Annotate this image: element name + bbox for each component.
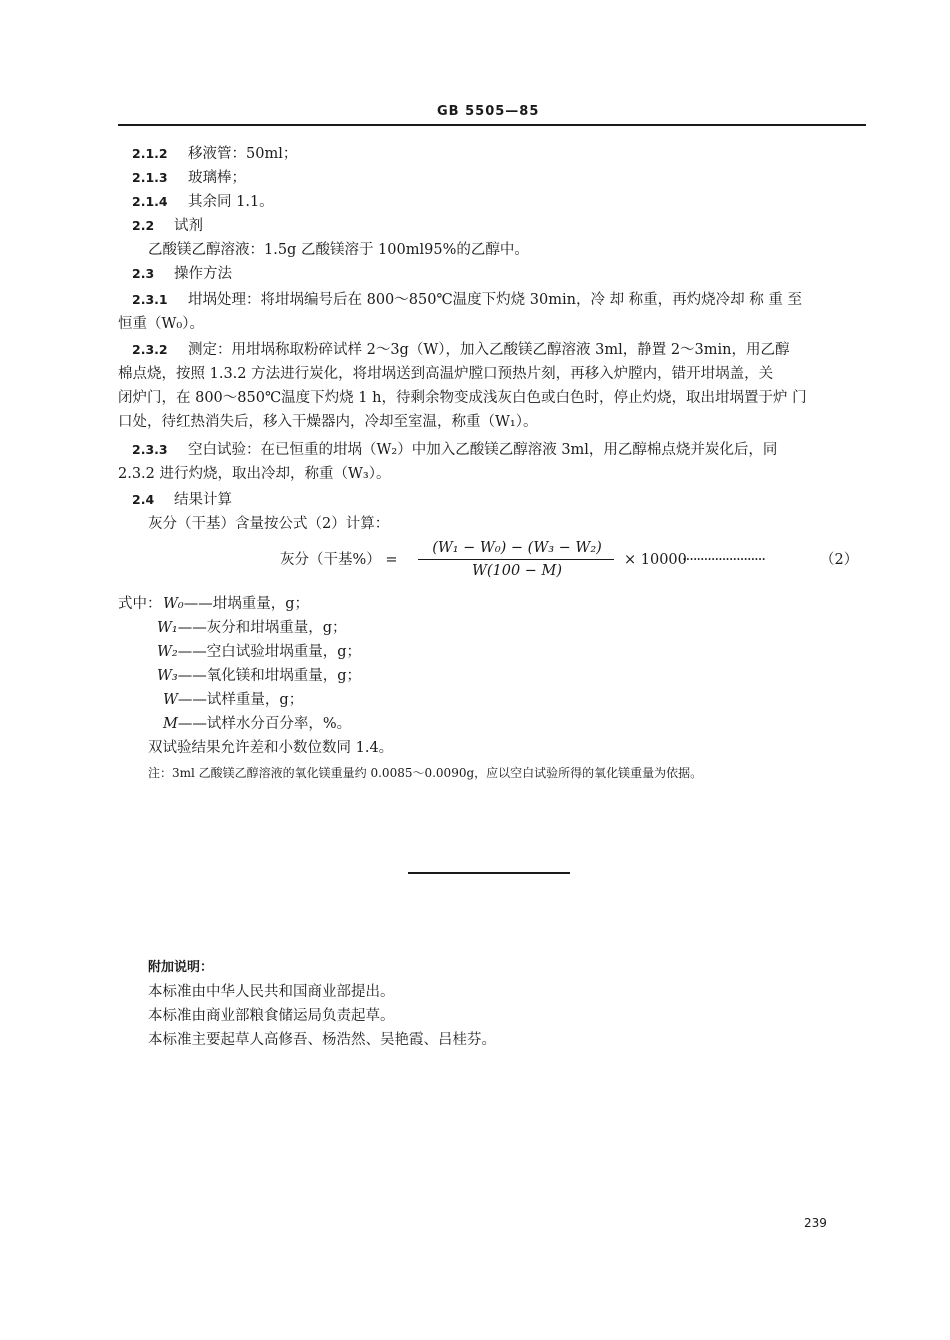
clause-line: 恒重（W₀）。 xyxy=(118,316,204,332)
formula-multiplier: × 10000 xyxy=(624,552,687,568)
clause-line: 口处，待红热消失后，移入干燥器内，冷却至室温，称重（W₁）。 xyxy=(118,414,538,430)
clause-2-3-1 xyxy=(132,290,802,310)
clause-2-3-3 xyxy=(132,440,777,460)
clause-line: 棉点烧，按照 1.3.2 方法进行炭化，将坩埚送到高温炉膛口预热片刻，再移入炉膛内，错开坩埚盖，关 xyxy=(118,366,774,382)
additional-title: 附加说明： xyxy=(148,960,214,975)
clause-number: 2.1.2 xyxy=(132,146,168,161)
definition-desc: ——氧化镁和坩埚重量，g； xyxy=(177,668,361,684)
section-number: 2.4 xyxy=(132,492,155,507)
formula-denominator: W(100 − M) xyxy=(471,563,563,579)
definition-symbol: W₀ xyxy=(163,596,184,612)
definition-item xyxy=(157,642,361,662)
definition-lead: 式中： xyxy=(118,596,162,612)
section-number: 2.3 xyxy=(132,266,155,281)
page-number: 239 xyxy=(804,1216,827,1230)
fraction-bar xyxy=(418,559,614,560)
additional-line: 本标准由商业部粮食储运局负责起草。 xyxy=(148,1008,395,1024)
definition-item xyxy=(163,690,303,710)
definition-symbol: M xyxy=(163,716,178,732)
formula-numerator: (W₁ − W₀) − (W₃ − W₂) xyxy=(432,540,602,556)
clause-line: 2.3.2 进行灼烧，取出冷却，称重（W₃）。 xyxy=(118,466,391,482)
clause-number: 2.3.3 xyxy=(132,442,168,457)
formula-intro: 灰分（干基）含量按公式（2）计算： xyxy=(148,516,390,532)
clause-text: 移液管：50ml； xyxy=(188,146,298,162)
standard-number: GB 5505—85 xyxy=(437,104,540,119)
definition-desc: ——灰分和坩埚重量，g； xyxy=(177,620,347,636)
header-rule xyxy=(118,124,866,126)
definition-desc: ——试样水分百分率，%。 xyxy=(177,716,352,732)
additional-line: 本标准主要起草人高修吾、杨浩然、吴艳霞、吕桂芬。 xyxy=(148,1032,496,1048)
clause-line: 测定：用坩埚称取粉碎试样 2～3g（W），加入乙酸镁乙醇溶液 3ml，静置 2～3min，用乙醇 xyxy=(188,342,790,358)
clause-text: 玻璃棒； xyxy=(188,170,246,186)
section-divider xyxy=(408,872,570,874)
clause-number: 2.3.1 xyxy=(132,292,168,307)
section-2-4 xyxy=(132,490,232,510)
definition-desc: ——试样重量，g； xyxy=(177,692,304,708)
definition-item xyxy=(163,594,309,614)
definition-symbol: W₃ xyxy=(157,668,178,684)
clause-2-3-2 xyxy=(132,340,790,360)
clause-line: 空白试验：在已恒重的坩埚（W₂）中加入乙酸镁乙醇溶液 3ml，用乙醇棉点烧并炭化后，同 xyxy=(188,442,778,458)
section-number: 2.2 xyxy=(132,218,155,233)
section-title: 操作方法 xyxy=(174,266,232,282)
definition-item xyxy=(163,714,351,734)
clause-number: 2.3.2 xyxy=(132,342,168,357)
definition-item xyxy=(157,666,361,686)
clause-number: 2.1.3 xyxy=(132,170,168,185)
definition-symbol: W xyxy=(163,692,178,708)
additional-line: 本标准由中华人民共和国商业部提出。 xyxy=(148,984,395,1000)
clause-2-1-2 xyxy=(132,144,297,164)
reagent-text: 乙酸镁乙醇溶液：1.5g 乙酸镁溶于 100ml95%的乙醇中。 xyxy=(148,242,529,258)
section-title: 试剂 xyxy=(174,218,203,234)
clause-line: 坩埚处理：将坩埚编号后在 800～850℃温度下灼烧 30min，冷 却 称重，再灼烧冷却 称 重 至 xyxy=(188,292,803,308)
definition-symbol: W₁ xyxy=(157,620,178,636)
section-title: 结果计算 xyxy=(174,492,232,508)
tolerance-text: 双试验结果允许差和小数位数同 1.4。 xyxy=(148,740,394,756)
note-text: 注：3ml 乙酸镁乙醇溶液的氧化镁重量约 0.0085～0.0090g，应以空白试验所得的氧化镁重量为依据。 xyxy=(148,766,703,780)
clause-line: 闭炉门，在 800～850℃温度下灼烧 1 h，待剩余物变成浅灰白色或白色时，停止灼烧，取出坩埚置于炉 门 xyxy=(118,390,807,406)
definition-symbol: W₂ xyxy=(157,644,178,660)
section-2-3 xyxy=(132,264,232,284)
definition-item xyxy=(157,618,347,638)
clause-text: 其余同 1.1。 xyxy=(188,194,274,210)
formula-lhs: 灰分（干基%） = xyxy=(280,552,398,568)
formula-leader: ······················· xyxy=(682,552,766,568)
clause-number: 2.1.4 xyxy=(132,194,168,209)
clause-2-1-4 xyxy=(132,192,274,212)
formula-equation-number: （2） xyxy=(820,552,859,568)
definition-desc: ——坩埚重量，g； xyxy=(183,596,310,612)
clause-2-1-3 xyxy=(132,168,246,188)
section-2-2 xyxy=(132,216,203,236)
definition-desc: ——空白试验坩埚重量，g； xyxy=(177,644,361,660)
